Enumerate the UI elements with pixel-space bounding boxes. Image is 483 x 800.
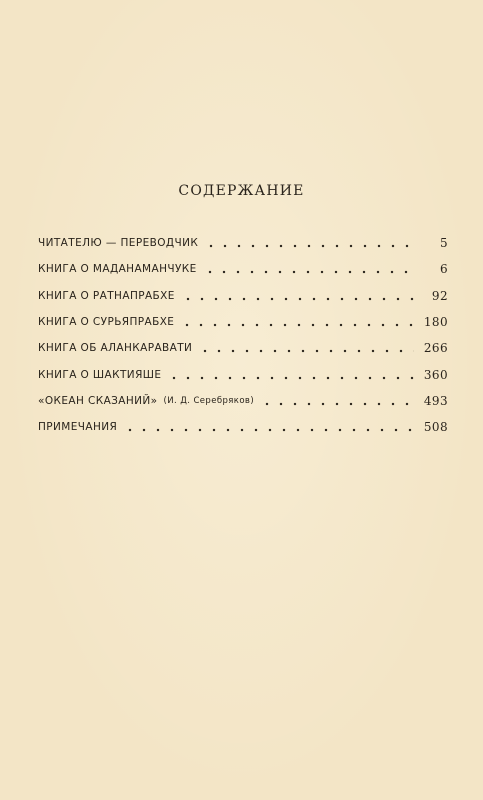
toc-entry	[38, 230, 448, 256]
toc-entry-title: КНИГА О РАТНАПРАБХЕ	[38, 289, 175, 302]
toc-entry-title: КНИГА О МАДАНАМАНЧУКЕ	[38, 263, 197, 276]
toc-entry-title: КНИГА ОБ АЛАНКАРАВАТИ	[38, 342, 193, 355]
toc-entry-author: (И. Д. Серебряков)	[163, 395, 255, 406]
toc-entry-title: «ОКЕАН СКАЗАНИЙ»	[38, 394, 158, 407]
toc-entry-page: 493	[423, 393, 448, 408]
toc-entry-title: КНИГА О СУРЬЯПРАБХЕ	[38, 316, 175, 329]
dot-leader	[123, 422, 414, 432]
toc-entry-title: ЧИТАТЕЛЮ — ПЕРЕВОДЧИК	[38, 237, 199, 250]
toc-entry-page: 6	[439, 262, 448, 277]
toc-entry	[38, 361, 448, 387]
dot-leader	[181, 291, 414, 301]
dot-leader	[204, 238, 414, 248]
toc-entry-title: КНИГА О ШАКТИЯШЕ	[38, 368, 162, 381]
toc-entry-page: 508	[423, 420, 448, 435]
toc-entry	[38, 256, 448, 282]
toc-entry-page: 92	[431, 288, 448, 303]
toc-entry-title: ПРИМЕЧАНИЯ	[38, 421, 118, 434]
toc-entry-page: 266	[423, 341, 448, 356]
contents-heading: СОДЕРЖАНИЕ	[178, 183, 305, 199]
toc-entry-page: 360	[423, 367, 448, 382]
toc-entry	[38, 283, 448, 309]
toc-entry-page: 180	[423, 315, 448, 330]
dot-leader	[203, 264, 414, 274]
dot-leader	[180, 317, 414, 327]
toc-entry	[38, 309, 448, 335]
dot-leader	[260, 396, 414, 406]
toc-entry-page: 5	[439, 236, 448, 251]
dot-leader	[167, 370, 414, 380]
toc-entry	[38, 414, 448, 440]
dot-leader	[198, 343, 414, 353]
toc-entry	[38, 388, 448, 414]
table-of-contents	[38, 230, 448, 440]
toc-entry	[38, 335, 448, 361]
